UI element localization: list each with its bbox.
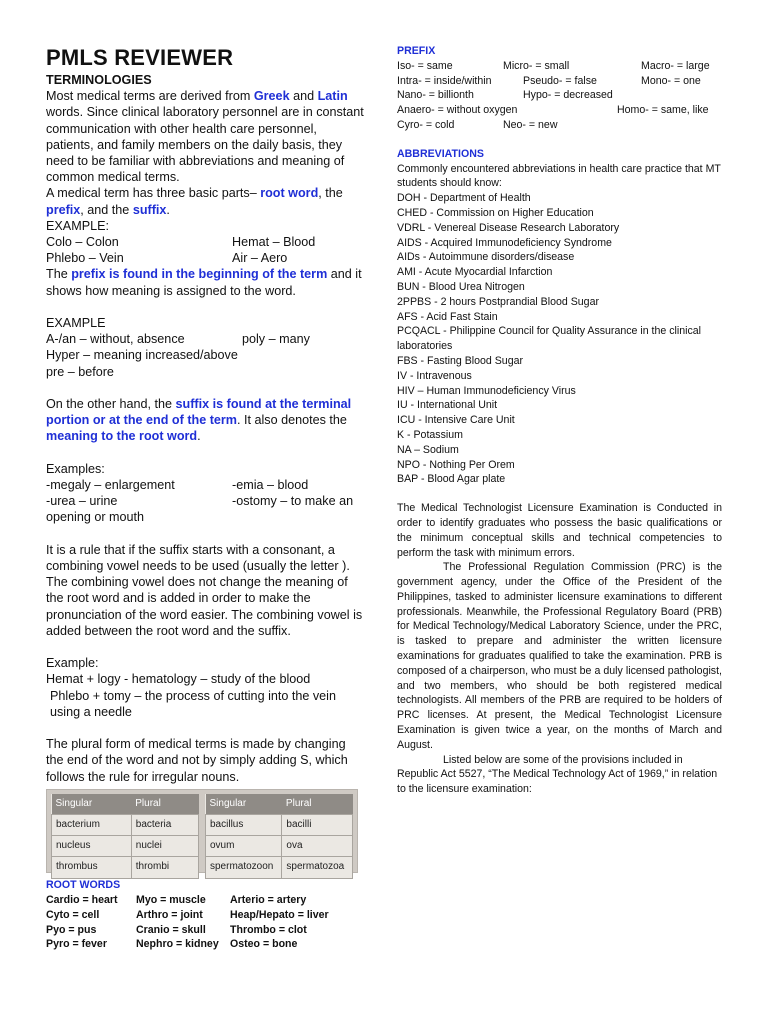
example-line: opening or mouth (46, 510, 145, 525)
example-line: Hemat + logy - hematology – study of the blood (46, 672, 311, 687)
intro-paragraph: Most medical terms are derived from Greek and Latin words. Since clinical laboratory personnel are in constant communication with other health care personnel, patients, and family members on the daily basis, they need to be familiar with abbreviations and meaning of common medical terms. (46, 89, 364, 185)
list-item: Pyro = fever Nephro = kidney Osteo = bone (46, 938, 298, 951)
table-row: thrombus thrombi (52, 857, 199, 878)
greek-term: Greek (253, 89, 290, 104)
list-item: Cyto = cell Arthro = joint Heap/Hepato = liver (46, 908, 329, 921)
example2-label: EXAMPLE (46, 316, 106, 331)
suffix-rule: On the other hand, the suffix is found at the terminal portion or at the end of the term. It also denotes the meaning to the root word. (46, 397, 352, 444)
example-row: A-/an – without, absence poly – many (46, 332, 310, 347)
examples-label: Examples: (46, 461, 105, 476)
prefix-row: Cyro- = cold Neo- = new (397, 118, 558, 131)
list-item: VDRL - Venereal Disease Research Laboratory (397, 221, 620, 234)
list-item: ICU - Intensive Care Unit (397, 414, 515, 427)
list-item: AMI - Acute Myocardial Infarction (397, 266, 553, 279)
licensure-paragraph-1: The Medical Technologist Licensure Examination is Conducted in order to identify graduates who possess the basic qualifications or the minimum conceptual skills and technical competencies to perform the task with minimum errors. (397, 502, 722, 559)
list-item: IV - Intravenous (397, 369, 472, 382)
left-column (46, 44, 364, 952)
abbreviations-intro: Commonly encountered abbreviations in health care practice that MT students should know: (397, 162, 721, 190)
plural-table-right: Singular Plural bacillus bacilli ovum ova spermatozoon spermatozoa (205, 794, 353, 879)
example-row: -urea – urine -ostomy – to make an (46, 494, 354, 509)
root-words-heading: ROOT WORDS (46, 878, 121, 891)
licensure-paragraph-2: The Professional Regulation Commission (PRC) is the government agency, under the Office of the President of the Philippines, tasked to administer licensure examinations to different professionals. Meanwhile, the Professional Regulatory Board (PRB) for Medical Technology/Medical Laboratory Science, under the PRC, is tasked to prepare and administer the written licensure examinations for graduates qualified to take the examination. PRB is composed of a chairperson, who must be a duly licensed pathologist, and two members, who should be both registered medical technologists. All members of the PRB are required to be holders of PRC licenses. At present, the Medical Technologist Licensure Examination is given twice a year, on the months of March and August. (397, 561, 722, 751)
list-item: NA – Sodium (397, 443, 459, 456)
list-item: BUN - Blood Urea Nitrogen (397, 280, 525, 293)
table-row: spermatozoon spermatozoa (206, 857, 353, 878)
latin-term: Latin (317, 89, 348, 104)
example-line: Hyper – meaning increased/above (46, 348, 238, 363)
list-item: FBS - Fasting Blood Sugar (397, 354, 524, 367)
prefix-row: Intra- = inside/within Pseudo- = false Mono- = one (397, 74, 701, 87)
list-item: 2PPBS - 2 hours Postprandial Blood Sugar (397, 295, 599, 308)
example-row: -megaly – enlargement -emia – blood (46, 478, 309, 493)
list-item: PCQACL - Philippine Council for Quality Assurance in the clinical laboratories (397, 325, 702, 353)
prefix-term: prefix (46, 202, 81, 217)
example3-label: Example: (46, 656, 99, 671)
list-item: IU - International Unit (397, 399, 498, 412)
list-item: AFS - Acid Fast Stain (397, 310, 498, 323)
right-column (397, 44, 722, 797)
list-item: DOH - Department of Health (397, 192, 531, 205)
list-item: NPO - Nothing Per Orem (397, 458, 515, 471)
page-title: PMLS REVIEWER (46, 45, 234, 70)
prefix-row: Anaero- = without oxygen Homo- = same, like (397, 104, 709, 117)
list-item: AIDS - Acquired Immunodeficiency Syndrome (397, 236, 612, 249)
list-item: K - Potassium (397, 428, 463, 441)
prefix-row: Iso- = same Micro- = small Macro- = large (397, 59, 710, 72)
vowel-rule: It is a rule that if the suffix starts with a consonant, a combining vowel needs to be used (usually the letter ). The combining vowel does not change the meaning of the root word and is added in order to make the pronunciation of the word easier. The combining vowel is added between the root word and the suffix. (46, 542, 363, 638)
suffix-term: suffix (132, 202, 167, 217)
list-item: BAP - Blood Agar plate (397, 473, 506, 486)
terminologies-heading: TERMINOLOGIES (46, 73, 152, 87)
plural-table-photo (46, 789, 358, 873)
licensure-paragraph-3: Listed below are some of the provisions included in Republic Act 5527, “The Medical Technology Act of 1969,” in relation to the licensure examination: (397, 753, 718, 796)
table-row: ovum ova (206, 836, 353, 857)
list-item: Pyo = pus Cranio = skull Thrombo = clot (46, 923, 307, 936)
parts-paragraph: A medical term has three basic parts– root word, the prefix, and the suffix. (46, 186, 343, 217)
prefix-heading: PREFIX (397, 45, 436, 57)
plural-rule: The plural form of medical terms is made by changing the end of the word and not by simply adding S, which follows the rule for irregular nouns. (46, 737, 348, 784)
list-item: HIV – Human Immunodeficiency Virus (397, 384, 576, 397)
abbreviations-list (397, 191, 722, 487)
list-item: CHED - Commission on Higher Education (397, 206, 594, 219)
list-item: AIDs - Autoimmune disorders/disease (397, 251, 575, 264)
plural-table-left: Singular Plural bacterium bacteria nucleus nuclei thrombus thrombi (51, 794, 199, 879)
prefix-rule: The prefix is found in the beginning of the term and it shows how meaning is assigned to the word. (46, 267, 362, 298)
table-row: nucleus nuclei (52, 836, 199, 857)
prefix-row: Nano- = billionth Hypo- = decreased (397, 89, 613, 102)
list-item: Cardio = heart Myo = muscle Arterio = artery (46, 894, 307, 907)
example-row: Phlebo – Vein Air – Aero (46, 251, 288, 266)
example-label: EXAMPLE: (46, 218, 109, 233)
example-line: pre – before (46, 364, 114, 379)
table-row: bacterium bacteria (52, 815, 199, 836)
root-words-grid (46, 893, 364, 952)
table-row: bacillus bacilli (206, 815, 353, 836)
example-line: Phlebo + tomy – the process of cutting into the vein using a needle (50, 688, 336, 719)
abbreviations-heading: ABBREVIATIONS (397, 147, 484, 160)
example-row: Colo – Colon Hemat – Blood (46, 235, 316, 250)
root-word-term: root word (260, 186, 319, 201)
